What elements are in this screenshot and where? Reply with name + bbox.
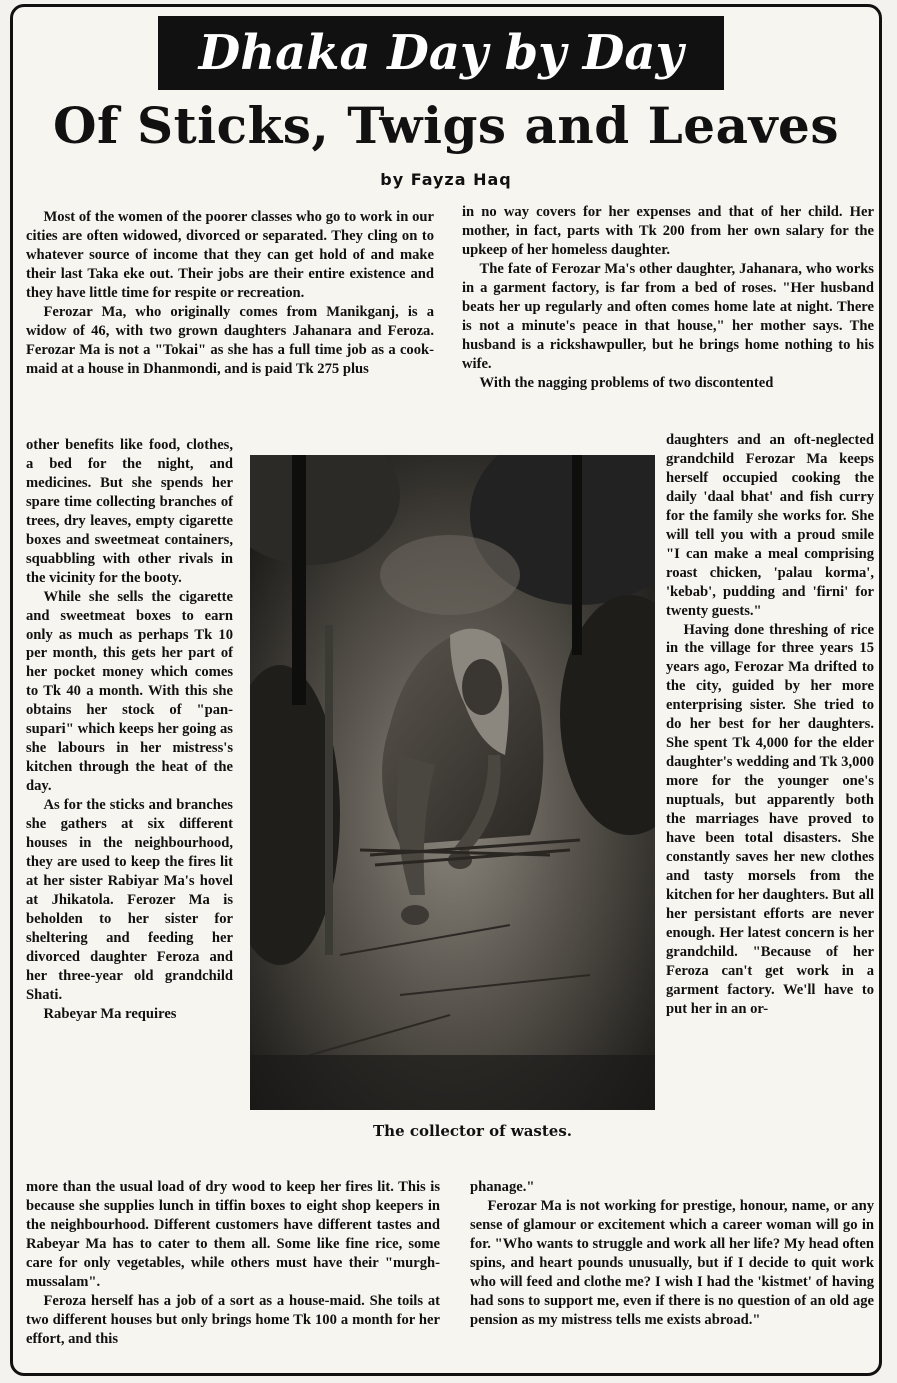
column1-side: [26, 436, 233, 1024]
paragraph: Rabeyar Ma requires: [43, 1005, 177, 1022]
byline: by Fayza Haq: [380, 170, 512, 189]
section-banner: Dhaka Day by Day: [158, 16, 724, 90]
paragraph: Feroza herself has a job of a sort as a house-maid. She toils at two different houses but only brings home Tk 100 a month for her effort, and this: [26, 1292, 440, 1347]
paragraph: The fate of Ferozar Ma's other daughter, Jahanara, who works in a garment factory, is far from a bed of roses. "Her husband beats her up regularly and often comes home late at night. There is not a minute's peace in that house," her mother says. The husband is a rickshawpuller, but he brings home nothing to his wife.: [462, 260, 874, 372]
paragraph: Having done threshing of rice in the village for three years 15 years ago, Ferozar Ma drifted to the city, guided by her more enterprising sister. She tried to do her best for her daughters. She spent Tk 4,000 for the elder daughter's wedding and Tk 3,000 more for the younger one's nuptuals, but apparently both the marriages have proved to have been total disasters. She constantly saves her new clothes and tasty morsels from the kitchen for her daughters. But all her persistant efforts are never enough. Her latest concern is her grandchild. "Because of her Feroza can't get work in a garment factory. We'll have to put her in an or-: [666, 621, 874, 1017]
paragraph: While she sells the cigarette and sweetmeat boxes to earn only as much as perhaps Tk 10 per month, this gets her part of her pocket money which comes to Tk 40 a month. With this she obtains her stock of "pan-supari" which keeps her going as she labours in her mistress's kitchen through the heat of the day.: [26, 588, 233, 795]
paragraph: Ferozar Ma is not working for prestige, honour, name, or any sense of glamour or excitement which a career woman will go in for. "Who wants to struggle and work all her life? My head often spins, and heart pounds unusually, but if I decide to quit work who will feed and clothe me? I wish I had the 'kistmet' of having had sons to support me, even if there is no question of an old age pension as my mistress tells me exists abroad.": [470, 1197, 874, 1328]
paragraph: other benefits like food, clothes, a bed for the night, and medicines. But she spends her spare time collecting branches of trees, dry leaves, empty cigarette boxes and sweetmeat containers, squabbling with other rivals in the vicinity for the booty.: [26, 437, 233, 586]
paragraph: As for the sticks and branches she gathers at six different houses in the neighbourhood, they are used to keep the fires lit at her sister Rabiyar Ma's hovel at Jhikatola. Ferozer Ma is beholden to her sister for sheltering and feeding her divorced daughter Feroza and her three-year old grandchild Shati.: [26, 797, 233, 1003]
woman-collecting-twigs-image: [250, 455, 655, 1110]
paragraph: With the nagging problems of two discontented: [479, 374, 774, 391]
headline: Of Sticks, Twigs and Leaves: [53, 96, 839, 155]
column1-top: [26, 208, 434, 379]
column2-top: [462, 203, 874, 393]
paragraph: Ferozar Ma, who originally comes from Manikganj, is a widow of 46, with two grown daughters Jahanara and Feroza. Ferozar Ma is not a "Tokai" as she has a full time job as a cook-maid at a house in Dhanmondi, and is paid Tk 275 plus: [26, 303, 434, 377]
paragraph: daughters and an oft-neglected grandchild Ferozar Ma keeps herself occupied cooking the daily 'daal bhat' and fish curry for the family she works for. She will tell you with a proud smile "I can make a meal comprising roast chicken, 'palau korma', 'kebab', pudding and 'firni' for twenty guests.": [666, 432, 874, 619]
paragraph: more than the usual load of dry wood to keep her fires lit. This is because she supplies lunch in tiffin boxes to eight shop keepers in the neighbourhood. Different customers have different tastes and Rabeyar Ma has to cater to them all. Some like fine rice, some care for only vegetables, while others must have their "murgh-mussalam".: [26, 1179, 440, 1290]
article-photo: [250, 455, 655, 1110]
paragraph: phanage.": [470, 1179, 535, 1195]
photo-caption: The collector of wastes.: [373, 1122, 572, 1140]
paragraph: in no way covers for her expenses and that of her child. Her mother, in fact, parts with Tk 200 from her own salary for the upkeep of her homeless daughter.: [462, 204, 874, 258]
column2-bottom: [470, 1178, 874, 1330]
column1-bottom: [26, 1178, 440, 1349]
column2-side: [666, 431, 874, 1019]
paragraph: Most of the women of the poorer classes who go to work in our cities are often widowed, divorced or separated. They cling on to whatever source of income that they can get hold of and make their last Taka eke out. Their jobs are their entire existence and they have little time for respite or recreation.: [26, 209, 434, 301]
